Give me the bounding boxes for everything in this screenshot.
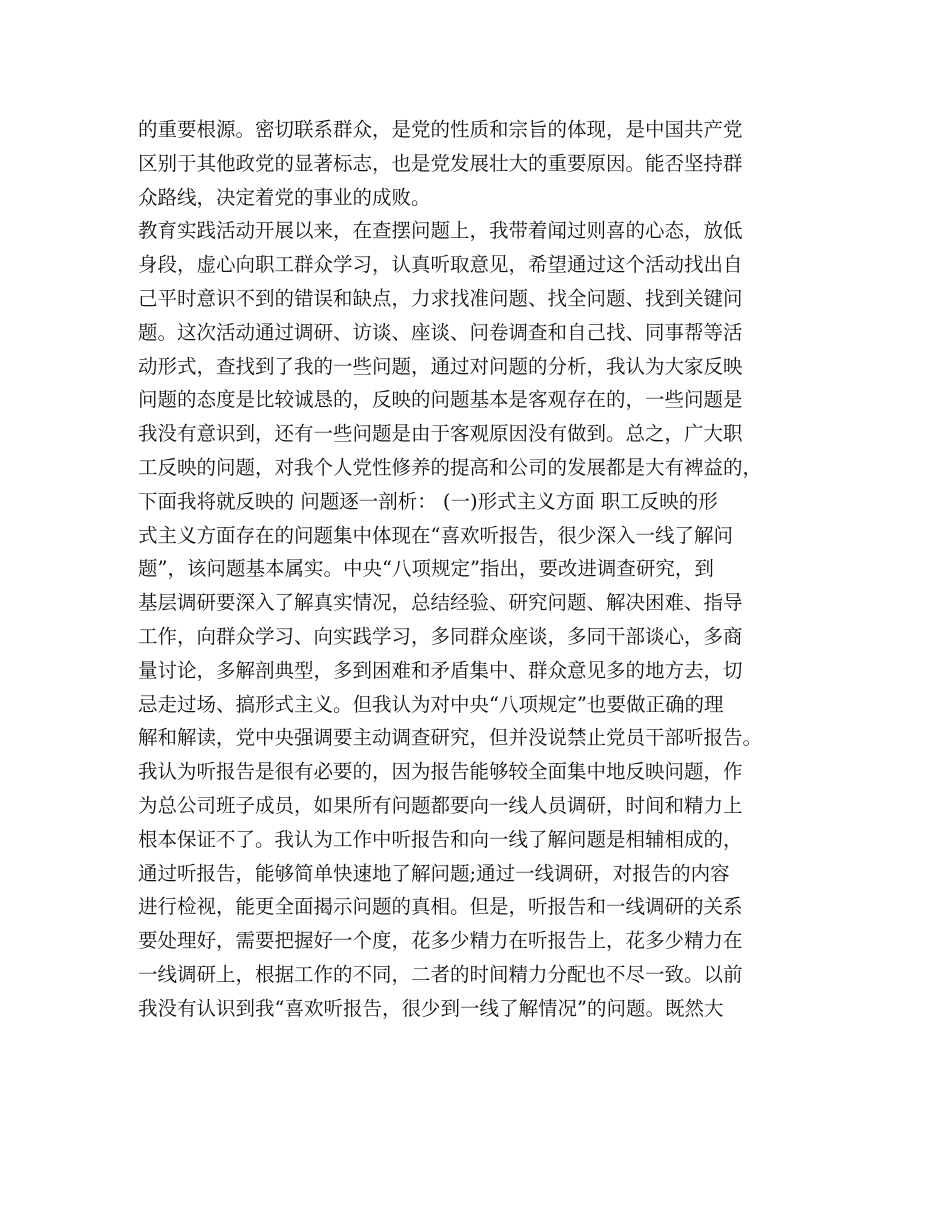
text-line: 工反映的问题，对我个人党性修养的提高和公司的发展都是大有裨益的， xyxy=(138,455,763,479)
text-line: 的重要根源。密切联系群众，是党的性质和宗旨的体现，是中国共产党 xyxy=(138,118,743,141)
text-line: 己平时意识不到的错误和缺点，力求找准问题、找全问题、找到关键问 xyxy=(138,286,743,310)
text-line: 基层调研要深入了解真实情况，总结经验、研究问题、解决困难、指导 xyxy=(138,591,743,615)
text-line: 题。这次活动通过调研、访谈、座谈、问卷调查和自己找、同事帮等活 xyxy=(138,320,743,344)
text-line: 一线调研上，根据工作的不同，二者的时间精力分配也不尽一致。以前 xyxy=(138,962,743,986)
text-line: 为总公司班子成员，如果所有问题都要向一线人员调研，时间和精力上 xyxy=(138,793,743,817)
text-line: 忌走过场、搞形式主义。但我认为对中央“八项规定”也要做正确的理 xyxy=(138,692,724,716)
text-line: 解和解读，党中央强调要主动调查研究，但并没说禁止党员干部听报告。 xyxy=(138,726,763,750)
text-line: 式主义方面存在的问题集中体现在“喜欢听报告，很少深入一线了解问 xyxy=(138,523,733,547)
text-line: 区别于其他政党的显著标志，也是党发展壮大的重要原因。能否坚持群 xyxy=(138,151,743,175)
text-line: 我认为听报告是很有必要的，因为报告能够较全面集中地反映问题，作 xyxy=(138,760,743,784)
text-line: 根本保证不了。我认为工作中听报告和向一线了解问题是相辅相成的， xyxy=(138,827,743,851)
text-line: 题”，该问题基本属实。中央“八项规定”指出，要改进调查研究，到 xyxy=(138,557,714,581)
body-text xyxy=(138,113,838,1026)
text-line: 我没有认识到我“喜欢听报告，很少到一线了解情况”的问题。既然大 xyxy=(138,996,724,1020)
text-line: 要处理好，需要把握好一个度，花多少精力在听报告上，花多少精力在 xyxy=(138,929,743,953)
text-line: 通过听报告，能够简单快速地了解问题;通过一线调研，对报告的内容 xyxy=(138,861,730,885)
text-line: 身段，虚心向职工群众学习，认真听取意见，希望通过这个活动找出自 xyxy=(138,253,743,277)
text-line: 工作，向群众学习、向实践学习，多同群众座谈，多同干部谈心，多商 xyxy=(138,624,743,648)
text-line: 我没有意识到，还有一些问题是由于客观原因没有做到。总之，广大职 xyxy=(138,422,743,446)
text-line: 问题的态度是比较诚恳的，反映的问题基本是客观存在的，一些问题是 xyxy=(138,388,743,412)
text-line: 下面我将就反映的 问题逐一剖析： (一)形式主义方面 职工反映的形 xyxy=(138,489,718,513)
text-line: 动形式，查找到了我的一些问题，通过对问题的分析，我认为大家反映 xyxy=(138,354,743,378)
text-line: 进行检视，能更全面揭示问题的真相。但是，听报告和一线调研的关系 xyxy=(138,895,743,919)
text-line: 教育实践活动开展以来，在查摆问题上，我带着闻过则喜的心态，放低 xyxy=(138,219,743,243)
text-line: 量讨论，多解剖典型，多到困难和矛盾集中、群众意见多的地方去，切 xyxy=(138,658,743,682)
text-line: 众路线，决定着党的事业的成败。 xyxy=(138,185,431,209)
